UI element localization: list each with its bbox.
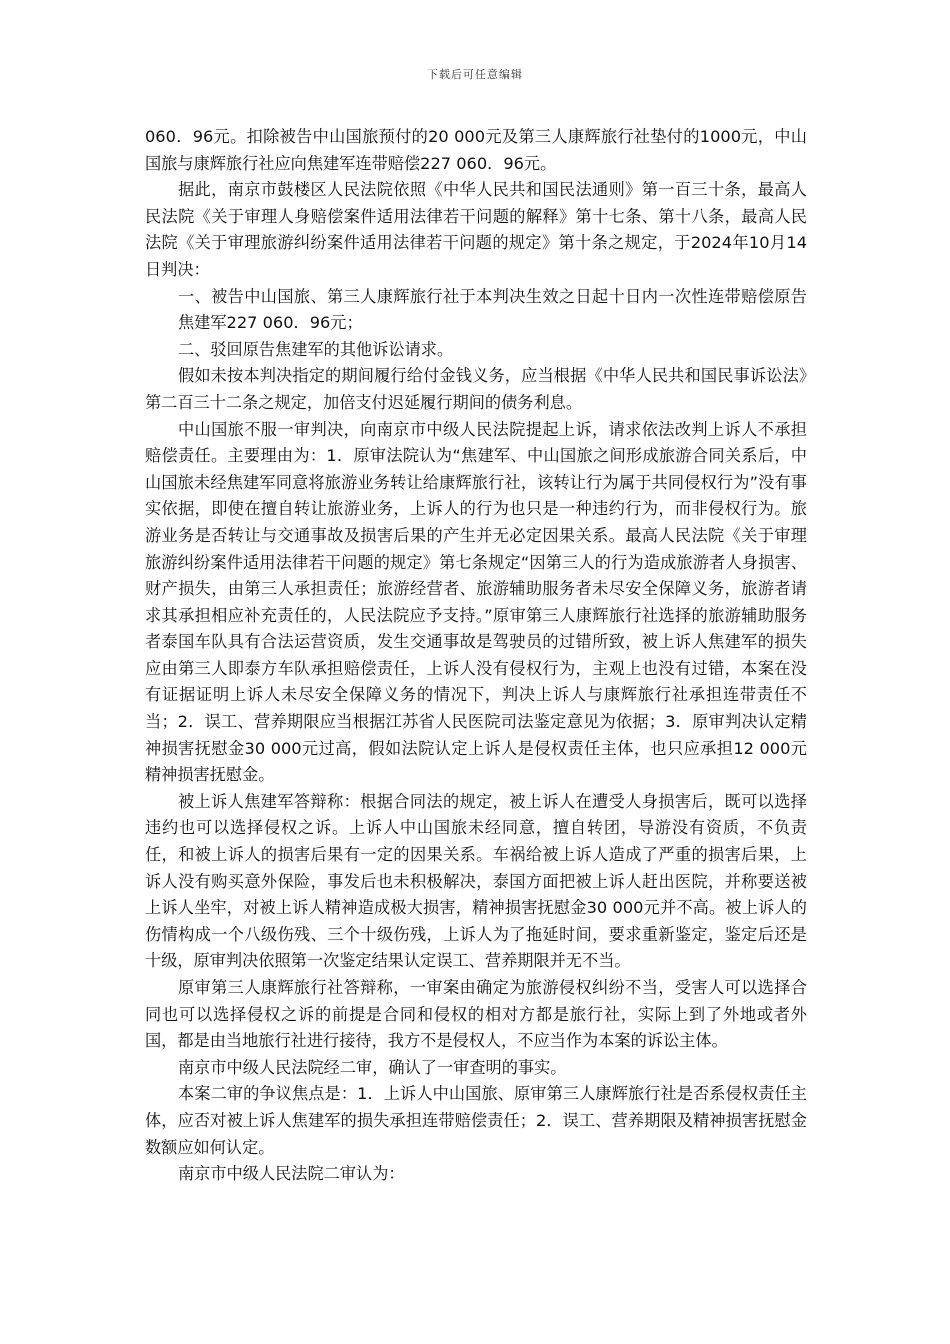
paragraph-legal-basis: 据此，南京市鼓楼区人民法院依照《中华人民共和国民法通则》第一百三十条，最高人民法院《关于审理人身赔偿案件适用法律若干问题的解释》第十七条、第十八条，最高人民法院《关于审理旅游纠纷案件适用法律若干问题的规定》第十条之规定，于2024年10月14日判决： [145, 180, 807, 279]
paragraph-dispute-focus: 本案二审的争议焦点是：1．上诉人中山国旅、原审第三人康辉旅行社是否系侵权责任主体，应否对被上诉人焦建军的损失承担连带赔偿责任；2．误工、营养期限及精神损害抚慰金数额应如何认定。 [145, 1084, 807, 1157]
paragraph-judgment-item-2: 二、驳回原告焦建军的其他诉讼请求。 [178, 339, 454, 359]
paragraph-appeal-grounds: 中山国旅不服一审判决，向南京市中级人民法院提起上诉，请求依法改判上诉人不承担赔偿责任。主要理由为：1．原审法院认为“焦建军、中山国旅之间形成旅游合同关系后，中山国旅未经焦建军同意将旅游业务转让给康辉旅行社，该转让行为属于共同侵权行为”没有事实依据，即使在擅自转让旅游业务，上诉人的行为也只是一种违约行为，而非侵权行为。旅游业务是否转让与交通事故及损害后果的产生并无必定因果关系。最高人民法院《关于审理旅游纠纷案件适用法律若干问题的规定》第七条规定“因第三人的行为造成旅游者人身损害、财产损失，由第三人承担责任；旅游经营者、旅游辅助服务者未尽安全保障义务，旅游者请求其承担相应补充责任的，人民法院应予支持。”原审第三人康辉旅行社选择的旅游辅助服务者泰国车队具有合法运营资质，发生交通事故是驾驶员的过错所致，被上诉人焦建军的损失应由第三人即泰方车队承担赔偿责任，上诉人没有侵权行为，主观上也没有过错，本案在没有证据证明上诉人未尽安全保障义务的情况下，判决上诉人与康辉旅行社承担连带责任不当；2．误工、营养期限应当根据江苏省人民医院司法鉴定意见为依据；3．原审判决认定精神损害抚慰金30 000元过高，假如法院认定上诉人是侵权责任主体，也只应承担12 000元精神损害抚慰金。 [145, 419, 807, 785]
paragraph-late-payment-notice: 假如未按本判决指定的期间履行给付金钱义务，应当根据《中华人民共和国民事诉讼法》第二百三十二条之规定，加倍支付迟延履行期间的债务利息。 [145, 366, 807, 412]
paragraph-continued-calculation: 060．96元。扣除被告中山国旅预付的20 000元及第三人康辉旅行社垫付的1000元，中山国旅与康辉旅行社应向焦建军连带赔偿227 060．96元。 [145, 127, 807, 173]
page-header: 下载后可任意编辑 [427, 68, 523, 81]
paragraph-judgment-item-1: 一、被告中山国旅、第三人康辉旅行社于本判决生效之日起十日内一次性连带赔偿原告焦建军227 060．96元； [178, 286, 807, 333]
document-body [145, 124, 807, 1188]
paragraph-court-opinion-intro: 南京市中级人民法院二审认为： [178, 1164, 405, 1184]
paragraph-third-party-reply: 原审第三人康辉旅行社答辩称，一审案由确定为旅游侵权纠纷不当，受害人可以选择合同也可以选择侵权之诉的前提是合同和侵权的相对方都是旅行社，实际上到了外地或者外国，都是由当地旅行社进行接待，我方不是侵权人，不应当作为本案的诉讼主体。 [145, 978, 807, 1051]
paragraph-second-instance-facts: 南京市中级人民法院经二审，确认了一审查明的事实。 [178, 1057, 567, 1077]
paragraph-appellee-reply: 被上诉人焦建军答辩称：根据合同法的规定，被上诉人在遭受人身损害后，既可以选择违约也可以选择侵权之诉。上诉人中山国旅未经同意，擅自转团，导游没有资质，不负责任，和被上诉人的损害后果有一定的因果关系。车祸给被上诉人造成了严重的损害后果，上诉人没有购买意外保险，事发后也未积极解决，泰国方面把被上诉人赶出医院，并称要送被上诉人坐牢，对被上诉人精神造成极大损害，精神损害抚慰金30 000元并不高。被上诉人的伤情构成一个八级伤残、三个十级伤残，上诉人为了拖延时间，要求重新鉴定，鉴定后还是十级，原审判决依照第一次鉴定结果认定误工、营养期限并无不当。 [145, 791, 807, 971]
